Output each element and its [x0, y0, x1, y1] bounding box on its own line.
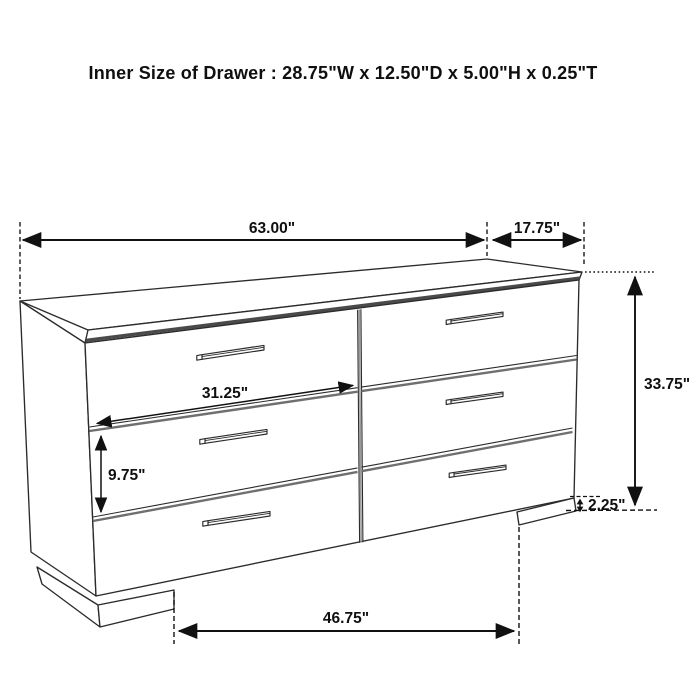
base-width-label: 46.75"	[322, 610, 370, 627]
base-front-left-pedestal	[98, 590, 174, 627]
dimension-base-height	[570, 497, 626, 515]
drawer-width-label: 31.25"	[201, 385, 249, 402]
drawer-front-height-label: 9.75"	[108, 467, 146, 484]
base-height-label: 2.25"	[588, 497, 626, 514]
overall-height-label: 33.75"	[644, 376, 691, 393]
top-width-label: 63.00"	[248, 220, 296, 237]
dimension-overall-height	[566, 272, 690, 511]
dimension-top-depth	[493, 220, 584, 266]
top-depth-label: 17.75"	[513, 220, 561, 237]
dresser-drawing	[20, 259, 582, 627]
diagram-title: Inner Size of Drawer : 28.75"W x 12.50"D x 5.00"H x 0.25"T	[88, 63, 598, 83]
